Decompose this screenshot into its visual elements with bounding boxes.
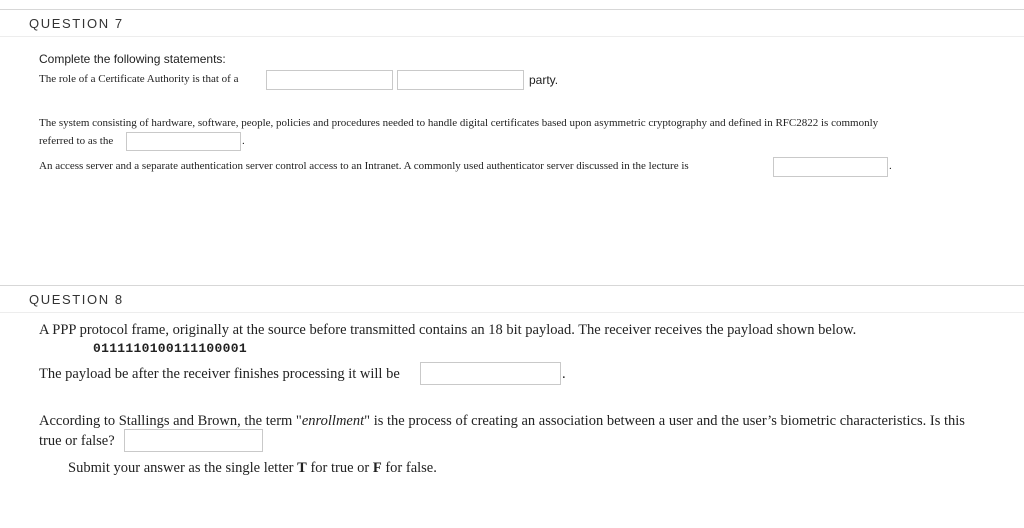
q7-statement-2-period: . xyxy=(242,135,245,147)
q8-letter-f: F xyxy=(372,460,382,476)
question-8-title: QUESTION 8 xyxy=(29,292,124,307)
q8-true-false-field[interactable] xyxy=(124,429,263,452)
question-8-header xyxy=(0,285,1024,313)
q7-ca-field-1[interactable] xyxy=(266,70,393,90)
q7-statement-2-line-2: referred to as the xyxy=(39,135,114,147)
question-7-header xyxy=(0,9,1024,37)
q8-submit-part-1: Submit your answer as the single letter xyxy=(68,460,298,476)
q7-statement-3-text: An access server and a separate authentication server control access to an Intranet. A commonly used authenticator server discussed in the lecture is xyxy=(39,160,689,172)
q7-authenticator-field[interactable] xyxy=(773,157,888,177)
q8-statement-3-line-2: true or false? xyxy=(39,433,115,449)
q8-submit-instruction xyxy=(68,460,437,477)
q8-submit-part-3: for false. xyxy=(381,460,437,476)
q7-instruction: Complete the following statements: xyxy=(39,52,226,66)
q8-statement-2-text: The payload be after the receiver finishes processing it will be xyxy=(39,366,400,382)
q7-statement-2-line-1: The system consisting of hardware, software, people, policies and procedures needed to handle digital certificates based upon asymmetric cryptography and defined in RFC2822 is commonly xyxy=(39,117,879,129)
q8-statement-3-part-1: According to Stallings and Brown, the term " xyxy=(39,413,302,429)
q8-submit-part-2: for true or xyxy=(306,460,373,476)
q7-ca-field-2[interactable] xyxy=(397,70,524,90)
q7-pki-field[interactable] xyxy=(126,132,241,151)
q7-statement-1-text: The role of a Certificate Authority is that of a xyxy=(39,73,239,85)
q8-statement-3-line-1 xyxy=(39,413,965,430)
q8-enrollment-term: enrollment xyxy=(301,413,365,429)
q7-statement-3-period: . xyxy=(889,160,892,172)
q8-statement-1-text: A PPP protocol frame, originally at the source before transmitted contains an 18 bit payload. The receiver receives the payload shown below. xyxy=(39,322,857,338)
q7-statement-1-suffix: party. xyxy=(529,73,559,87)
q8-received-payload-bits: 0111110100111100001 xyxy=(93,341,247,356)
q8-letter-t: T xyxy=(297,460,307,476)
question-7-title: QUESTION 7 xyxy=(29,16,124,31)
q8-statement-2-period: . xyxy=(562,366,566,382)
q8-statement-3-part-2: " is the process of creating an association between a user and the user’s biometric characteristics. Is this xyxy=(364,413,965,429)
q8-payload-field[interactable] xyxy=(420,362,561,385)
